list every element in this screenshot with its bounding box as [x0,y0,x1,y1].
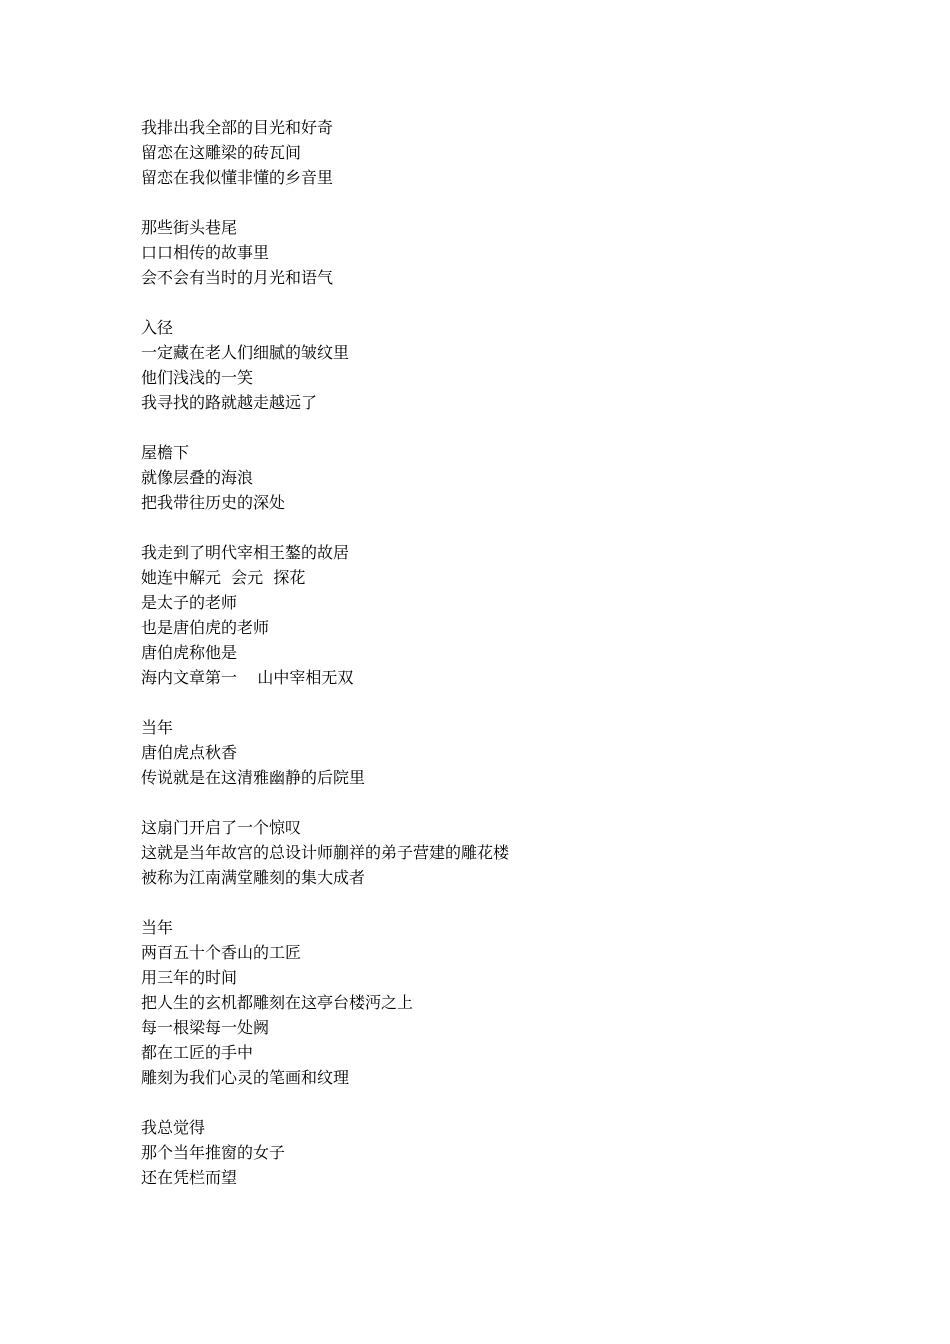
poem-line: 就像层叠的海浪 [141,468,254,487]
poem-body [141,115,841,1215]
stanza [141,815,841,890]
stanza [141,915,841,1090]
poem-line: 两百五十个香山的工匠 [141,943,302,962]
poem-line: 被称为江南满堂雕刻的集大成者 [141,868,366,887]
poem-line: 是太子的老师 [141,593,238,612]
poem-line: 海内文章第一 山中宰相无双 [141,668,354,687]
poem-line: 我总觉得 [141,1118,206,1137]
poem-line: 唐伯虎点秋香 [141,743,238,762]
stanza [141,215,841,290]
poem-line: 都在工匠的手中 [141,1043,254,1062]
poem-line: 这扇门开启了一个惊叹 [141,818,302,837]
poem-line: 当年 [141,918,174,937]
poem-line: 她连中解元 会元 探花 [141,568,306,587]
poem-line: 唐伯虎称他是 [141,643,238,662]
stanza [141,440,841,515]
poem-line: 口口相传的故事里 [141,243,270,262]
poem-line: 也是唐伯虎的老师 [141,618,270,637]
poem-line: 把我带往历史的深处 [141,493,286,512]
poem-line: 当年 [141,718,174,737]
poem-line: 把人生的玄机都雕刻在这亭台楼沔之上 [141,993,414,1012]
poem-line: 雕刻为我们心灵的笔画和纹理 [141,1068,350,1087]
poem-line: 我走到了明代宰相王鏊的故居 [141,543,350,562]
stanza [141,540,841,690]
poem-line: 这就是当年故宫的总设计师蒯祥的弟子营建的雕花楼 [141,843,510,862]
poem-line: 一定藏在老人们细腻的皱纹里 [141,343,350,362]
poem-line: 传说就是在这清雅幽静的后院里 [141,768,366,787]
poem-line: 用三年的时间 [141,968,238,987]
stanza [141,315,841,415]
poem-line: 每一根梁每一处阙 [141,1018,270,1037]
poem-line: 还在凭栏而望 [141,1168,238,1187]
stanza [141,715,841,790]
poem-line: 他们浅浅的一笑 [141,368,254,387]
poem-line: 留恋在这雕梁的砖瓦间 [141,143,302,162]
poem-line: 那个当年推窗的女子 [141,1143,286,1162]
stanza [141,115,841,190]
poem-line: 入径 [141,318,174,337]
poem-line: 我寻找的路就越走越远了 [141,393,318,412]
poem-line: 会不会有当时的月光和语气 [141,268,334,287]
poem-line: 屋檐下 [141,443,190,462]
stanza [141,1115,841,1190]
poem-line: 那些街头巷尾 [141,218,238,237]
poem-line: 留恋在我似懂非懂的乡音里 [141,168,334,187]
poem-line: 我排出我全部的目光和好奇 [141,118,334,137]
